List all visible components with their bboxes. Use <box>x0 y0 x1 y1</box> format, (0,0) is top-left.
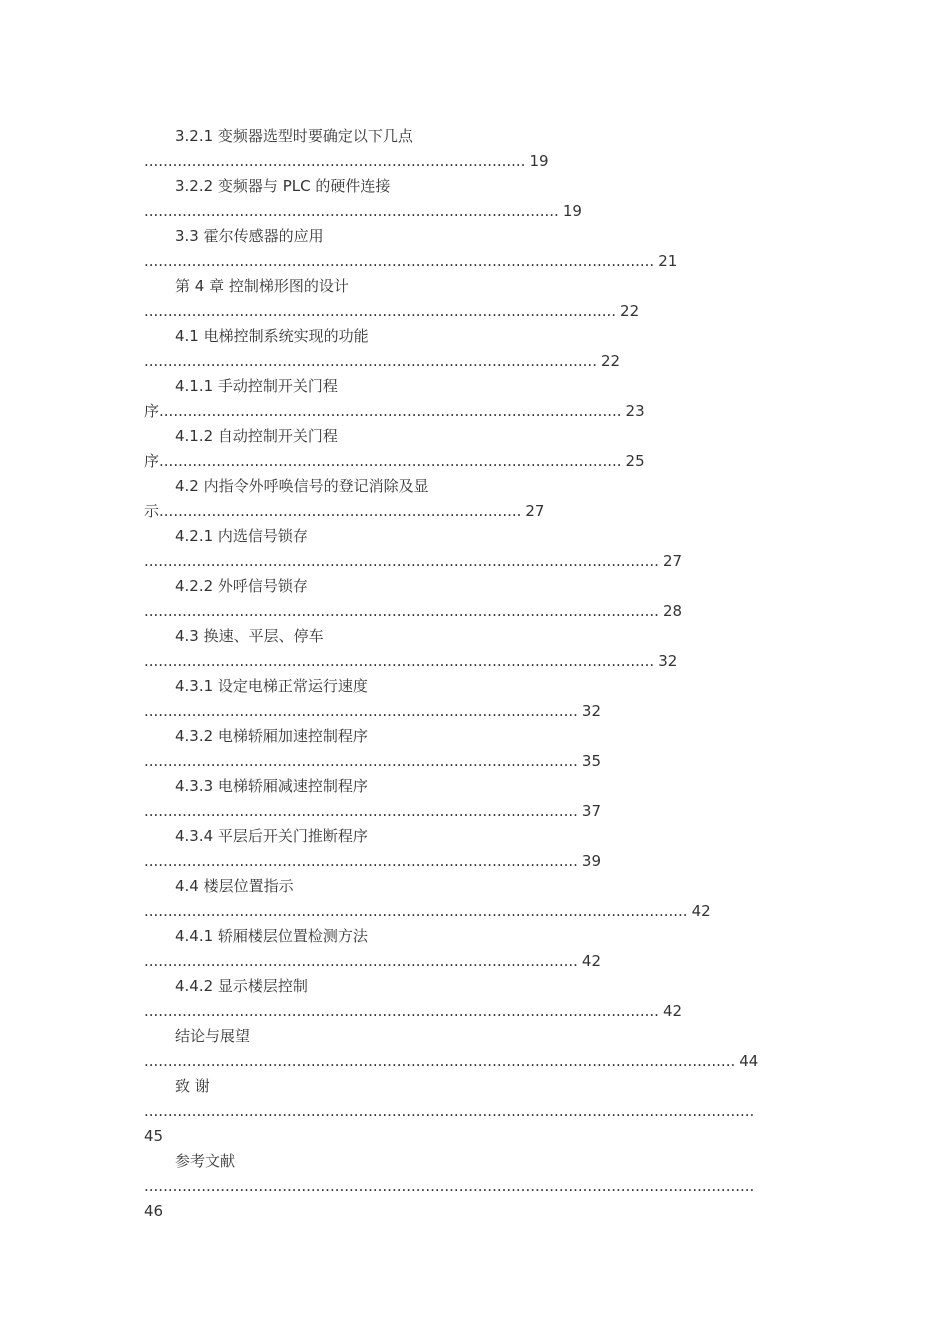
toc-dot-leader: ................................................................................................................................ <box>144 1177 755 1195</box>
toc-leader-line <box>0 349 950 374</box>
toc-entry[interactable] <box>0 874 950 924</box>
toc-entry-title[interactable]: 4.4.1 轿厢楼层位置检测方法 <box>175 927 368 945</box>
toc-leader-line <box>0 449 950 474</box>
toc-entry[interactable] <box>0 224 950 274</box>
toc-entry-title[interactable]: 4.3 换速、平层、停车 <box>175 627 324 645</box>
toc-entry-title[interactable]: 4.2.1 内选信号锁存 <box>175 527 308 545</box>
toc-leader-line <box>0 149 950 174</box>
toc-dot-leader: .................................................................................................................. <box>144 902 688 920</box>
toc-entry-title[interactable]: 参考文献 <box>175 1152 236 1170</box>
toc-entry-title[interactable]: 3.2.2 变频器与 PLC 的硬件连接 <box>175 177 391 195</box>
toc-leader-line <box>0 399 950 424</box>
toc-dot-leader: ................................................................................................... <box>144 302 617 320</box>
toc-entry[interactable] <box>0 724 950 774</box>
toc-leader-line <box>0 849 950 874</box>
toc-leader-line <box>0 199 950 224</box>
toc-page-number[interactable]: 42 <box>662 1002 683 1020</box>
toc-entry-title[interactable]: 4.3.2 电梯轿厢加速控制程序 <box>175 727 368 745</box>
toc-entry-title[interactable]: 3.3 霍尔传感器的应用 <box>175 227 324 245</box>
toc-page-number[interactable]: 19 <box>529 152 549 170</box>
toc-dot-leader: ............................................................................................................ <box>144 1002 659 1020</box>
toc-entry-title[interactable]: 4.1.1 手动控制开关门程 <box>175 377 338 395</box>
toc-page-number[interactable]: 39 <box>581 852 601 870</box>
toc-page-number[interactable]: 27 <box>525 502 545 520</box>
toc-dot-leader: ............................................................................ <box>159 502 522 520</box>
toc-title-continuation: 示 <box>144 502 160 520</box>
toc-leader-line <box>0 649 950 674</box>
toc-page-number[interactable]: 21 <box>658 252 678 270</box>
toc-leader-line <box>0 249 950 274</box>
toc-entry[interactable] <box>0 774 950 824</box>
toc-entry-title[interactable]: 第 4 章 控制梯形图的设计 <box>175 277 349 295</box>
toc-entry-title[interactable]: 4.1.2 自动控制开关门程 <box>175 427 338 445</box>
toc-dot-leader: ........................................................................................... <box>144 702 578 720</box>
toc-page-number[interactable]: 42 <box>581 952 601 970</box>
toc-entry-title[interactable]: 4.1 电梯控制系统实现的功能 <box>175 327 369 345</box>
toc-leader-line <box>0 1049 950 1074</box>
toc-leader-line <box>0 749 950 774</box>
toc-page-number[interactable]: 42 <box>691 902 711 920</box>
toc-page-number[interactable]: 44 <box>739 1052 759 1070</box>
toc-entry-title[interactable]: 4.2.2 外呼信号锁存 <box>175 577 308 595</box>
toc-leader-line <box>0 949 950 974</box>
toc-page-number[interactable]: 23 <box>625 402 645 420</box>
toc-dot-leader: ............................................................................................................ <box>144 602 659 620</box>
toc-entry[interactable] <box>0 624 950 674</box>
toc-page-number[interactable]: 37 <box>581 802 601 820</box>
toc-entry[interactable] <box>0 1024 950 1074</box>
toc-entry-title[interactable]: 4.3.3 电梯轿厢减速控制程序 <box>175 777 368 795</box>
toc-leader-line <box>0 899 950 924</box>
toc-entry[interactable] <box>0 574 950 624</box>
toc-dot-leader: ............................................................................................... <box>144 352 597 370</box>
toc-page-number[interactable]: 45 <box>144 1127 164 1145</box>
toc-leader-line <box>0 299 950 324</box>
toc-dot-leader: ................................................................................................................................ <box>144 1102 755 1120</box>
toc-page-number[interactable]: 28 <box>662 602 683 620</box>
toc-entry[interactable] <box>0 474 950 524</box>
toc-entry[interactable] <box>0 324 950 374</box>
table-of-contents <box>0 124 950 1224</box>
toc-title-continuation: 序 <box>144 452 160 470</box>
toc-page-number[interactable]: 19 <box>562 202 582 220</box>
toc-leader-line <box>0 1174 950 1199</box>
toc-entry[interactable] <box>0 524 950 574</box>
toc-entry-title[interactable]: 结论与展望 <box>175 1027 251 1045</box>
toc-page-number[interactable]: 25 <box>625 452 645 470</box>
toc-entry[interactable] <box>0 674 950 724</box>
toc-entry-title[interactable]: 3.2.1 变频器选型时要确定以下几点 <box>175 127 413 145</box>
toc-entry[interactable] <box>0 374 950 424</box>
toc-dot-leader: ........................................................................................... <box>144 802 578 820</box>
toc-dot-leader: ................................................................................................. <box>159 402 622 420</box>
toc-dot-leader: ............................................................................................................................ <box>144 1052 736 1070</box>
toc-entry[interactable] <box>0 124 950 174</box>
toc-page-number[interactable]: 22 <box>600 352 621 370</box>
toc-leader-line <box>0 599 950 624</box>
toc-dot-leader: ........................................................................................... <box>144 752 578 770</box>
toc-page-number[interactable]: 27 <box>662 552 683 570</box>
toc-entry-title[interactable]: 致 谢 <box>175 1077 210 1095</box>
toc-page-number[interactable]: 22 <box>620 302 640 320</box>
toc-entry[interactable] <box>0 1149 950 1224</box>
toc-entry[interactable] <box>0 824 950 874</box>
toc-page-number[interactable]: 46 <box>144 1202 164 1220</box>
toc-leader-line <box>0 549 950 574</box>
toc-entry[interactable] <box>0 174 950 224</box>
toc-leader-line <box>0 499 950 524</box>
toc-dot-leader: ....................................................................................... <box>144 202 559 220</box>
toc-leader-line <box>0 699 950 724</box>
toc-entry-title[interactable]: 4.4.2 显示楼层控制 <box>175 977 308 995</box>
toc-entry[interactable] <box>0 974 950 1024</box>
toc-entry[interactable] <box>0 924 950 974</box>
toc-page-number[interactable]: 32 <box>581 702 601 720</box>
toc-dot-leader: ........................................................................................................... <box>144 252 655 270</box>
toc-leader-line <box>0 799 950 824</box>
toc-dot-leader: ............................................................................................................ <box>144 552 659 570</box>
toc-entry-title[interactable]: 4.3.4 平层后开关门推断程序 <box>175 827 368 845</box>
toc-entry-title[interactable]: 4.4 楼层位置指示 <box>175 877 294 895</box>
toc-entry[interactable] <box>0 424 950 474</box>
toc-leader-line <box>0 999 950 1024</box>
toc-title-continuation: 序 <box>144 402 160 420</box>
toc-dot-leader: ........................................................................................... <box>144 952 578 970</box>
toc-dot-leader: ................................................................................................. <box>159 452 622 470</box>
toc-dot-leader: ................................................................................ <box>144 152 526 170</box>
toc-dot-leader: ........................................................................................... <box>144 852 578 870</box>
toc-page-number[interactable]: 35 <box>581 752 601 770</box>
toc-entry-title[interactable]: 4.3.1 设定电梯正常运行速度 <box>175 677 368 695</box>
toc-leader-line <box>0 1099 950 1124</box>
toc-entry-title[interactable]: 4.2 内指令外呼唤信号的登记消除及显 <box>175 477 429 495</box>
toc-page-number[interactable]: 32 <box>658 652 678 670</box>
toc-entry[interactable] <box>0 1074 950 1149</box>
toc-entry[interactable] <box>0 274 950 324</box>
toc-dot-leader: ........................................................................................................... <box>144 652 655 670</box>
